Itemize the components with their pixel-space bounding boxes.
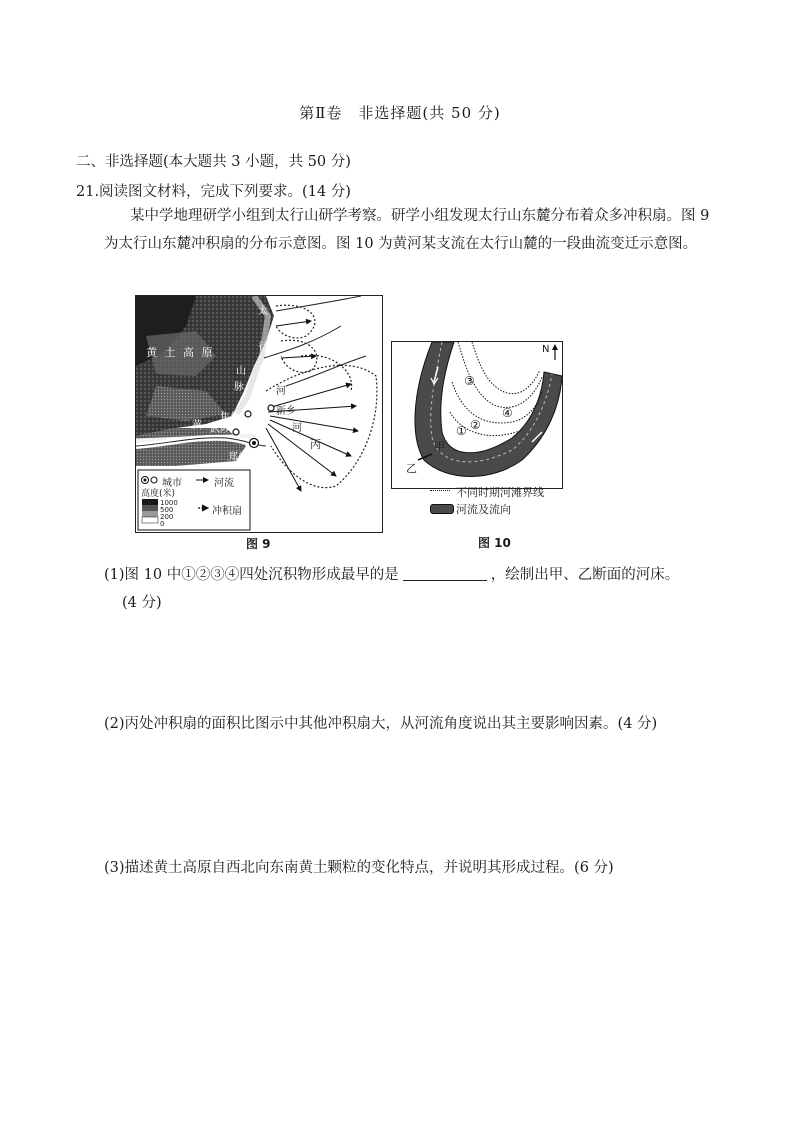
sub-question-1 — [104, 563, 679, 584]
question-material: 某中学地理研学小组到太行山研学考察。研学小组发现太行山东麓分布着众多冲积扇。图 9 为太行山东麓冲积扇的分布示意图。图 10 为黄河某支流在太行山麓的一段曲流变迁示意图。 — [104, 208, 710, 252]
sub-question-1-points: (4 分) — [122, 595, 162, 611]
label-he2: 河 — [292, 423, 302, 434]
city-marker-xinxiang — [268, 405, 274, 411]
sub-question-2: (2)丙处冲积扇的面积比图示中其他冲积扇大，从河流角度说出其主要影响因素。(4 分) — [104, 716, 658, 732]
legend-river-flow-label: 河流及流向 — [456, 503, 511, 516]
legend-river-label: 河流 — [214, 478, 234, 489]
part-heading: 二、非选择题(本大题共 3 小题，共 50 分) — [76, 154, 351, 170]
question-title: 21.阅读图文材料，完成下列要求。(14 分) — [76, 184, 351, 200]
legend-level-200: 200 — [160, 513, 174, 521]
legend-boundary-label: 不同时期河滩界线 — [456, 486, 544, 499]
sub-question-1-text: (1)图 10 中①②③④四处沉积物形成最早的是 — [104, 567, 399, 583]
sub-question-3: (3)描述黄土高原自西北向东南黄土颗粒的变化特点，并说明其形成过程。(6 分) — [104, 860, 614, 876]
label-jiaozuo: 焦作 — [220, 412, 240, 423]
legend-boundary-line-icon — [430, 490, 450, 493]
label-he-river: 河 — [276, 386, 286, 397]
label-wuzhi: 武陟 — [210, 424, 230, 435]
label-zhengzhou: 郑州 — [228, 452, 248, 463]
legend-city-label: 城市 — [162, 478, 182, 489]
label-mai: 脉 — [234, 382, 244, 393]
label-huang: 黄 — [192, 420, 202, 431]
section-title: 第Ⅱ卷 非选择题(共 50 分) — [299, 104, 501, 122]
marker-2: ② — [470, 418, 481, 432]
legend-level-500: 500 — [160, 506, 174, 514]
label-tai: 太 — [258, 306, 268, 317]
label-wei: 卫 — [254, 392, 264, 403]
marker-1: ① — [456, 424, 467, 438]
label-bing: 丙 — [310, 438, 321, 451]
river-band — [415, 342, 562, 477]
figure-9-caption: 图 9 — [246, 537, 271, 551]
sub-question-1-tail: ，绘制出甲、乙断面的河床。 — [490, 567, 680, 583]
north-label: N — [542, 344, 550, 355]
figure-10-caption: 图 10 — [478, 536, 511, 550]
legend-elevation-label: 高度(米) — [141, 489, 176, 499]
marker-3: ③ — [464, 374, 475, 388]
figure-9-map — [135, 295, 383, 533]
answer-blank[interactable] — [403, 566, 487, 581]
label-shan: 山 — [236, 366, 246, 377]
legend-river-swatch-icon — [430, 504, 454, 514]
legend-fan-label: 冲积扇 — [212, 506, 242, 517]
label-xinxiang: 新乡 — [276, 406, 296, 417]
label-loess-plateau: 黄 土 高 原 — [146, 346, 215, 359]
legend-level-1000: 1000 — [160, 499, 178, 507]
city-marker-wuzhi — [233, 429, 239, 435]
legend-level-0: 0 — [160, 520, 165, 528]
figure-10-map — [391, 341, 563, 489]
label-hang: 行 — [258, 342, 268, 353]
marker-4: ④ — [502, 406, 513, 420]
label-yi: 乙 — [406, 462, 417, 475]
city-marker-jiaozuo — [245, 411, 251, 417]
label-jia: 甲 — [434, 440, 445, 453]
